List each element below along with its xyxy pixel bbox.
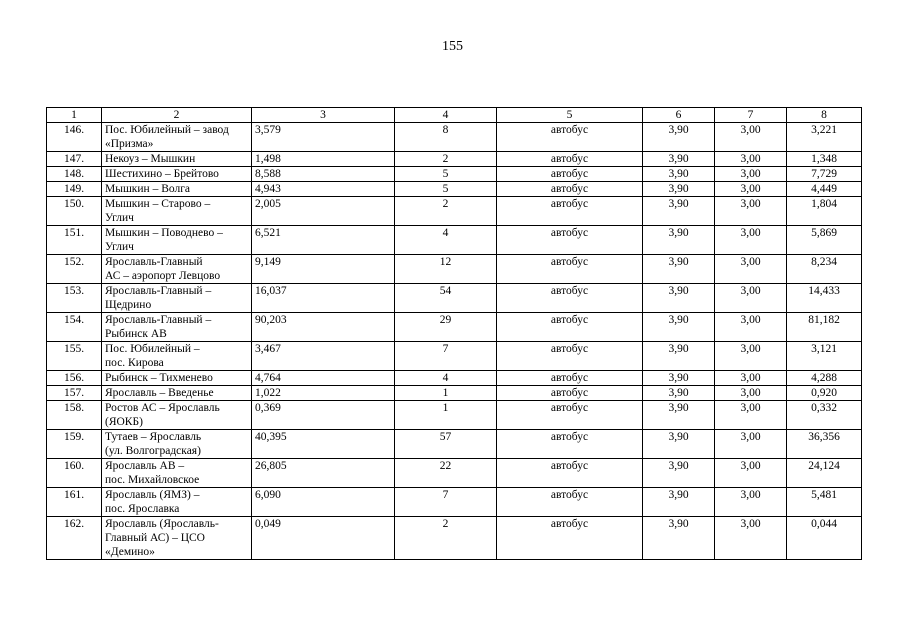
value-col4: 29 <box>395 313 497 342</box>
row-number: 148. <box>47 167 102 182</box>
route-line: Главный АС) – ЦСО <box>105 532 205 544</box>
value-col3: 90,203 <box>252 313 395 342</box>
row-number: 147. <box>47 152 102 167</box>
value-col7: 3,00 <box>715 167 787 182</box>
route-name <box>102 517 252 560</box>
route-name <box>102 459 252 488</box>
route-name <box>102 197 252 226</box>
route-line: (ЯОКБ) <box>105 416 143 428</box>
route-line: Ярославль (ЯМЗ) – <box>105 489 200 501</box>
table-row <box>47 123 862 152</box>
value-col3: 3,467 <box>252 342 395 371</box>
value-col7: 3,00 <box>715 517 787 560</box>
row-number: 157. <box>47 386 102 401</box>
value-col4: 7 <box>395 342 497 371</box>
column-header: 2 <box>102 108 252 123</box>
value-col3: 6,090 <box>252 488 395 517</box>
value-col3: 4,943 <box>252 182 395 197</box>
table-row <box>47 255 862 284</box>
page-number: 155 <box>442 39 463 54</box>
column-header: 6 <box>643 108 715 123</box>
route-name <box>102 284 252 313</box>
row-number: 151. <box>47 226 102 255</box>
route-line: Рыбинск АВ <box>105 328 167 340</box>
value-col4: 4 <box>395 226 497 255</box>
value-col6: 3,90 <box>643 430 715 459</box>
value-col8: 0,332 <box>787 401 862 430</box>
value-col4: 22 <box>395 459 497 488</box>
column-header: 7 <box>715 108 787 123</box>
row-number: 153. <box>47 284 102 313</box>
value-col7: 3,00 <box>715 430 787 459</box>
value-col6: 3,90 <box>643 182 715 197</box>
route-line: «Призма» <box>105 138 154 150</box>
transport-type: автобус <box>497 401 643 430</box>
row-number: 158. <box>47 401 102 430</box>
route-line: Пос. Юбилейный – <box>105 343 200 355</box>
value-col8: 4,288 <box>787 371 862 386</box>
value-col3: 2,005 <box>252 197 395 226</box>
route-name <box>102 226 252 255</box>
row-number: 152. <box>47 255 102 284</box>
value-col8: 4,449 <box>787 182 862 197</box>
route-line: Щедрино <box>105 299 152 311</box>
value-col8: 3,121 <box>787 342 862 371</box>
transport-type: автобус <box>497 459 643 488</box>
value-col3: 6,521 <box>252 226 395 255</box>
value-col4: 54 <box>395 284 497 313</box>
route-name <box>102 401 252 430</box>
value-col3: 8,588 <box>252 167 395 182</box>
value-col8: 1,804 <box>787 197 862 226</box>
value-col6: 3,90 <box>643 342 715 371</box>
transport-type: автобус <box>497 386 643 401</box>
value-col6: 3,90 <box>643 459 715 488</box>
value-col6: 3,90 <box>643 386 715 401</box>
route-line: Некоуз – Мышкин <box>105 153 196 165</box>
row-number: 159. <box>47 430 102 459</box>
value-col4: 2 <box>395 517 497 560</box>
table-row <box>47 182 862 197</box>
transport-type: автобус <box>497 123 643 152</box>
row-number: 150. <box>47 197 102 226</box>
table-row <box>47 284 862 313</box>
route-line: Ростов АС – Ярославль <box>105 402 220 414</box>
table-row <box>47 517 862 560</box>
transport-type: автобус <box>497 182 643 197</box>
value-col3: 9,149 <box>252 255 395 284</box>
row-number: 155. <box>47 342 102 371</box>
value-col3: 4,764 <box>252 371 395 386</box>
value-col6: 3,90 <box>643 167 715 182</box>
value-col6: 3,90 <box>643 284 715 313</box>
data-table <box>46 107 862 560</box>
route-line: Мышкин – Волга <box>105 183 191 195</box>
value-col7: 3,00 <box>715 459 787 488</box>
value-col7: 3,00 <box>715 197 787 226</box>
value-col4: 4 <box>395 371 497 386</box>
value-col7: 3,00 <box>715 401 787 430</box>
value-col4: 2 <box>395 152 497 167</box>
value-col8: 8,234 <box>787 255 862 284</box>
value-col7: 3,00 <box>715 152 787 167</box>
column-header: 3 <box>252 108 395 123</box>
table-row <box>47 197 862 226</box>
route-line: Ярославль (Ярославль- <box>105 518 219 530</box>
route-name <box>102 386 252 401</box>
route-line: Углич <box>105 212 134 224</box>
transport-type: автобус <box>497 197 643 226</box>
value-col8: 14,433 <box>787 284 862 313</box>
value-col7: 3,00 <box>715 342 787 371</box>
route-line: Рыбинск – Тихменево <box>105 372 213 384</box>
table-row <box>47 342 862 371</box>
route-name <box>102 255 252 284</box>
value-col8: 0,920 <box>787 386 862 401</box>
route-line: Шестихино – Брейтово <box>105 168 219 180</box>
table-row <box>47 386 862 401</box>
value-col8: 5,869 <box>787 226 862 255</box>
header-row <box>47 108 862 123</box>
value-col4: 1 <box>395 401 497 430</box>
route-name <box>102 182 252 197</box>
route-line: Тутаев – Ярославль <box>105 431 202 443</box>
route-line: Пос. Юбилейный – завод <box>105 124 229 136</box>
value-col8: 0,044 <box>787 517 862 560</box>
route-name <box>102 123 252 152</box>
transport-type: автобус <box>497 517 643 560</box>
table-row <box>47 459 862 488</box>
value-col3: 40,395 <box>252 430 395 459</box>
row-number: 156. <box>47 371 102 386</box>
value-col3: 3,579 <box>252 123 395 152</box>
value-col4: 2 <box>395 197 497 226</box>
value-col7: 3,00 <box>715 226 787 255</box>
table-row <box>47 430 862 459</box>
table-row <box>47 371 862 386</box>
value-col8: 3,221 <box>787 123 862 152</box>
row-number: 149. <box>47 182 102 197</box>
route-line: пос. Ярославка <box>105 503 180 515</box>
transport-type: автобус <box>497 488 643 517</box>
value-col8: 24,124 <box>787 459 862 488</box>
value-col7: 3,00 <box>715 386 787 401</box>
table-row <box>47 226 862 255</box>
column-header: 8 <box>787 108 862 123</box>
column-header: 1 <box>47 108 102 123</box>
transport-type: автобус <box>497 284 643 313</box>
value-col7: 3,00 <box>715 284 787 313</box>
value-col8: 7,729 <box>787 167 862 182</box>
route-line: Мышкин – Старово – <box>105 198 211 210</box>
value-col8: 81,182 <box>787 313 862 342</box>
value-col6: 3,90 <box>643 152 715 167</box>
value-col4: 12 <box>395 255 497 284</box>
row-number: 160. <box>47 459 102 488</box>
table-row <box>47 167 862 182</box>
value-col3: 16,037 <box>252 284 395 313</box>
route-line: Ярославль-Главный – <box>105 314 212 326</box>
route-line: АС – аэропорт Левцово <box>105 270 221 282</box>
value-col8: 1,348 <box>787 152 862 167</box>
row-number: 154. <box>47 313 102 342</box>
value-col6: 3,90 <box>643 123 715 152</box>
value-col3: 1,022 <box>252 386 395 401</box>
value-col7: 3,00 <box>715 371 787 386</box>
value-col6: 3,90 <box>643 371 715 386</box>
route-name <box>102 371 252 386</box>
value-col7: 3,00 <box>715 182 787 197</box>
table-row <box>47 488 862 517</box>
route-line: Ярославль-Главный <box>105 256 203 268</box>
route-name <box>102 488 252 517</box>
value-col6: 3,90 <box>643 255 715 284</box>
value-col4: 5 <box>395 182 497 197</box>
route-line: Мышкин – Поводнево – <box>105 227 223 239</box>
route-name <box>102 152 252 167</box>
transport-type: автобус <box>497 371 643 386</box>
value-col4: 7 <box>395 488 497 517</box>
value-col4: 57 <box>395 430 497 459</box>
transport-type: автобус <box>497 255 643 284</box>
route-line: Ярославль – Введенье <box>105 387 214 399</box>
value-col8: 36,356 <box>787 430 862 459</box>
table-row <box>47 401 862 430</box>
value-col6: 3,90 <box>643 313 715 342</box>
value-col6: 3,90 <box>643 197 715 226</box>
route-name <box>102 430 252 459</box>
value-col6: 3,90 <box>643 517 715 560</box>
transport-type: автобус <box>497 152 643 167</box>
route-line: Ярославль-Главный – <box>105 285 212 297</box>
table-row <box>47 313 862 342</box>
route-line: (ул. Волгоградская) <box>105 445 201 457</box>
route-name <box>102 342 252 371</box>
value-col7: 3,00 <box>715 313 787 342</box>
column-header: 4 <box>395 108 497 123</box>
value-col3: 1,498 <box>252 152 395 167</box>
value-col7: 3,00 <box>715 123 787 152</box>
column-header: 5 <box>497 108 643 123</box>
value-col8: 5,481 <box>787 488 862 517</box>
value-col6: 3,90 <box>643 488 715 517</box>
value-col4: 1 <box>395 386 497 401</box>
route-line: Углич <box>105 241 134 253</box>
value-col6: 3,90 <box>643 226 715 255</box>
value-col7: 3,00 <box>715 255 787 284</box>
value-col3: 26,805 <box>252 459 395 488</box>
transport-type: автобус <box>497 167 643 182</box>
route-line: пос. Кирова <box>105 357 164 369</box>
route-line: Ярославль АВ – <box>105 460 185 472</box>
transport-type: автобус <box>497 430 643 459</box>
value-col4: 5 <box>395 167 497 182</box>
value-col4: 8 <box>395 123 497 152</box>
value-col7: 3,00 <box>715 488 787 517</box>
row-number: 161. <box>47 488 102 517</box>
value-col3: 0,049 <box>252 517 395 560</box>
value-col6: 3,90 <box>643 401 715 430</box>
transport-type: автобус <box>497 342 643 371</box>
table-row <box>47 152 862 167</box>
value-col3: 0,369 <box>252 401 395 430</box>
transport-type: автобус <box>497 313 643 342</box>
row-number: 162. <box>47 517 102 560</box>
transport-type: автобус <box>497 226 643 255</box>
route-line: «Демино» <box>105 546 155 558</box>
row-number: 146. <box>47 123 102 152</box>
route-name <box>102 313 252 342</box>
route-name <box>102 167 252 182</box>
route-line: пос. Михайловское <box>105 474 200 486</box>
